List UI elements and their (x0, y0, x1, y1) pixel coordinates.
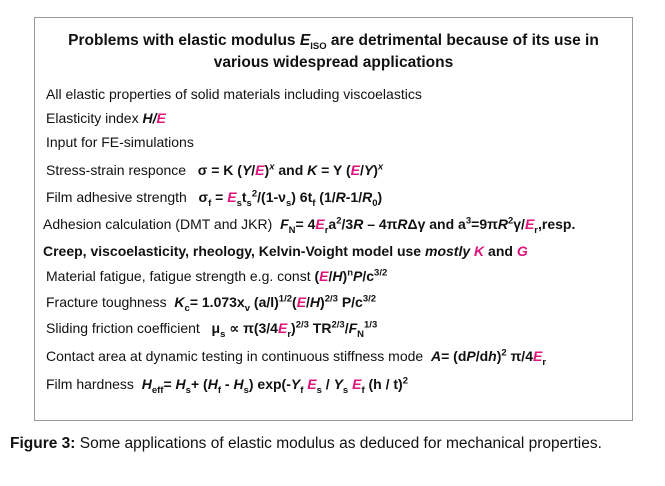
row-sliding-friction (46, 319, 378, 340)
formula-contact-area: $A= (dP/dh)^2$ $\pi/4E_r$ (430, 347, 547, 368)
row-label: Elasticity index (46, 110, 143, 126)
caption-label: Figure 3: (10, 435, 76, 452)
row-label: Fracture toughness (46, 294, 167, 310)
row-elastic-properties (46, 85, 422, 103)
row-elasticity-index (46, 109, 166, 127)
row-label: All elastic properties of solid materials including viscoelastics (46, 86, 422, 102)
row-label: Input for FE-simulations (46, 134, 194, 150)
row-adhesion-calculation (43, 215, 576, 236)
formula-h-over-e: H/E (142, 110, 166, 126)
row-label: Adhesion calculation (DMT and JKR) (43, 216, 273, 232)
row-film-hardness (46, 375, 409, 396)
row-label: Stress-strain responce (46, 162, 187, 178)
symbol-g: G (516, 243, 528, 259)
row-material-fatigue (46, 267, 387, 285)
figure-caption (10, 433, 658, 455)
and-word: and (484, 243, 517, 259)
symbol-k: K (474, 243, 485, 259)
title-line-1: Problems with elastic modulus $E_{ISO}$ are detrimental because of its use in (68, 32, 599, 53)
title-subscript: ISO (310, 41, 327, 53)
row-label: Film hardness (46, 376, 134, 392)
formula-friction: $\mu_s \propto \pi(3/4E_r)^{2/3}$ $TR^{2/3}/F_N^{1/3}$ (211, 319, 378, 340)
row-label: Creep, viscoelasticity, rheology, Kelvin-Voight model use (43, 243, 425, 259)
row-stress-strain (46, 161, 383, 179)
formula-stress-strain: σ = K $(Y/E)^x$ and K = Y $(E/Y)^x$ (197, 161, 384, 178)
title-line-2: various widespread applications (213, 54, 454, 71)
row-label: Material fatigue, fatigue strength e.g. const (46, 268, 311, 284)
row-label: Sliding friction coefficient (46, 320, 200, 336)
formula-fracture: $K_c= 1.073x_v$ $(a/l)^{1/2}(E/H)^{2/3}$ $P/c^{3/2}$ (174, 293, 377, 314)
formula-fatigue: $(E/H)^nP/c^{3/2}$ (314, 267, 388, 284)
row-label: Contact area at dynamic testing in continuous stiffness mode (46, 348, 424, 364)
caption-text: Some applications of elastic modulus as deduced for mechanical properties. (75, 435, 602, 452)
row-label: Film adhesive strength (46, 189, 187, 205)
figure-title (35, 30, 632, 74)
row-creep-viscoelasticity (43, 242, 528, 260)
row-contact-area (46, 347, 547, 368)
resp-suffix: ,resp. (537, 216, 576, 232)
row-film-adhesive (46, 188, 383, 209)
title-symbol: E (299, 32, 311, 49)
formula-film-hardness: $H_{eff}= H_s+ (H_f - H_s)$ $\exp(-Y_f$ $E_s / Y_s$ $E_f$ (h / t)$^2$ (141, 375, 409, 396)
row-fe-simulations (46, 133, 194, 151)
figure-frame (34, 17, 633, 421)
formula-adhesion: $F_N= 4E_ra^2/3R - 4\pi R\Delta\gamma$ and $a^3=9\pi R^2\gamma/E_r$ (280, 215, 538, 236)
mostly-word: mostly (425, 243, 471, 259)
row-fracture-toughness (46, 293, 377, 314)
formula-film-adhesive: $\sigma_f = E_st_s^2/(1-\nu_s)$ $6t_f$ $(1/R-1/R_0)$ (198, 188, 383, 209)
